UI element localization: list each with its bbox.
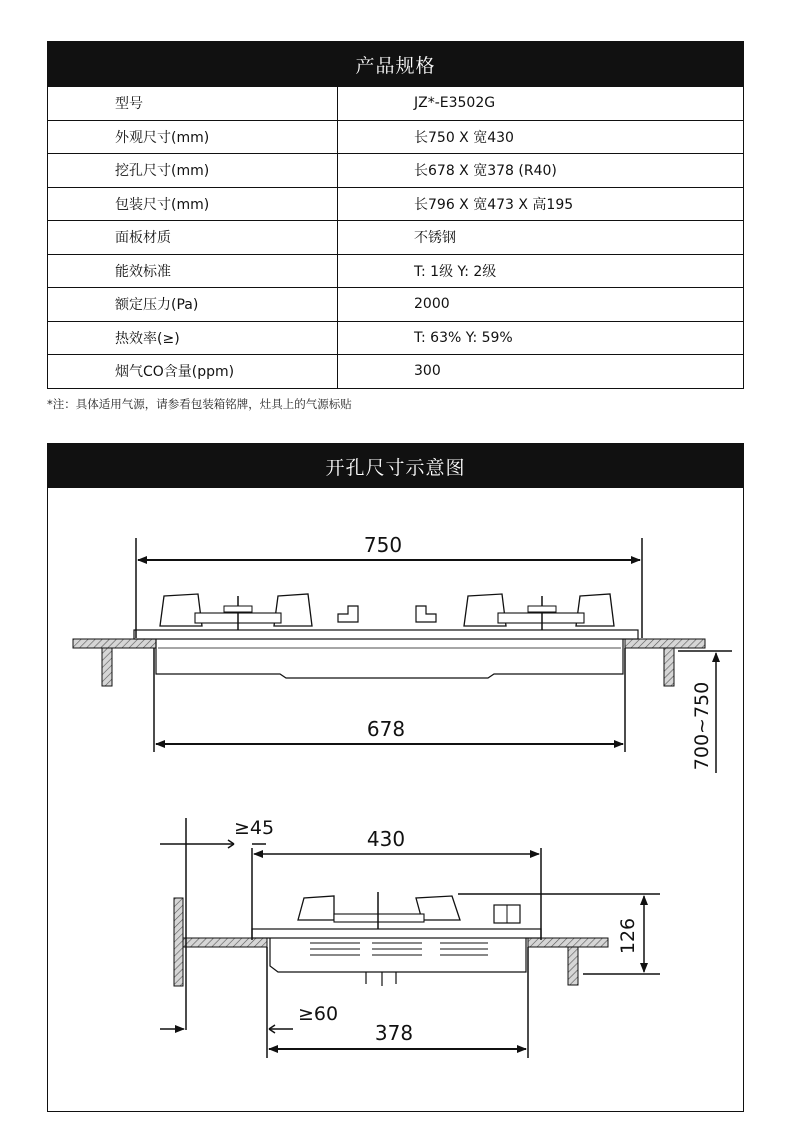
counter-side-left	[183, 938, 267, 947]
dim-label-60: ≥60	[298, 1003, 339, 1025]
counter-top-right	[625, 639, 705, 648]
spec-row	[48, 120, 743, 154]
spec-row	[48, 187, 743, 221]
pot-support-left	[338, 606, 358, 622]
spec-label: 烟气CO含量(ppm)	[48, 355, 338, 388]
spec-table-title: 产品规格	[48, 42, 743, 86]
wall	[174, 898, 183, 986]
dim-label-678: 678	[366, 717, 406, 741]
spec-value: 2000	[414, 296, 450, 313]
dimension-drawing	[48, 488, 742, 1110]
spec-row	[48, 254, 743, 288]
dim-label-126: 126	[617, 917, 639, 955]
spec-value: 300	[414, 363, 441, 380]
spec-label: 型号	[48, 87, 338, 120]
spec-value: 不锈钢	[414, 230, 456, 247]
counter-leg-left	[102, 648, 112, 686]
spec-value: T: 63% Y: 59%	[414, 329, 513, 346]
hob-body	[156, 639, 623, 678]
diagram-title: 开孔尺寸示意图	[48, 444, 743, 488]
spec-row	[48, 321, 743, 355]
spec-value: 长750 X 宽430	[414, 129, 514, 146]
spec-table	[47, 41, 744, 389]
spec-label: 外观尺寸(mm)	[48, 121, 338, 154]
hob-panel-side	[252, 929, 541, 938]
spec-row	[48, 220, 743, 254]
dim-label-700-750: 700~750	[691, 681, 713, 771]
spec-row	[48, 287, 743, 321]
dim-label-750: 750	[363, 533, 403, 557]
hob-panel	[134, 630, 638, 639]
footnote: *注：具体适用气源，请参看包装箱铭牌，灶具上的气源标贴	[47, 397, 352, 411]
cutout-diagram	[47, 443, 744, 1112]
counter-top-left	[73, 639, 156, 648]
spec-value: T: 1级 Y: 2级	[414, 263, 497, 280]
spec-value: 长678 X 宽378 (R40)	[414, 163, 557, 180]
dim-label-430: 430	[366, 827, 406, 851]
spec-row	[48, 153, 743, 187]
counter-leg-right	[664, 648, 674, 686]
spec-row	[48, 354, 743, 388]
dim-label-378: 378	[374, 1021, 414, 1045]
pot-support-right	[416, 606, 436, 622]
dim-label-45: ≥45	[234, 817, 275, 839]
spec-label: 能效标准	[48, 255, 338, 288]
spec-row	[48, 86, 743, 120]
spec-label: 面板材质	[48, 221, 338, 254]
counter-side-right	[528, 938, 608, 947]
spec-label: 热效率(≥)	[48, 322, 338, 355]
spec-label: 挖孔尺寸(mm)	[48, 154, 338, 187]
spec-value: 长796 X 宽473 X 高195	[414, 196, 574, 213]
spec-label: 包装尺寸(mm)	[48, 188, 338, 221]
spec-value: JZ*-E3502G	[414, 95, 496, 112]
spec-label: 额定压力(Pa)	[48, 288, 338, 321]
